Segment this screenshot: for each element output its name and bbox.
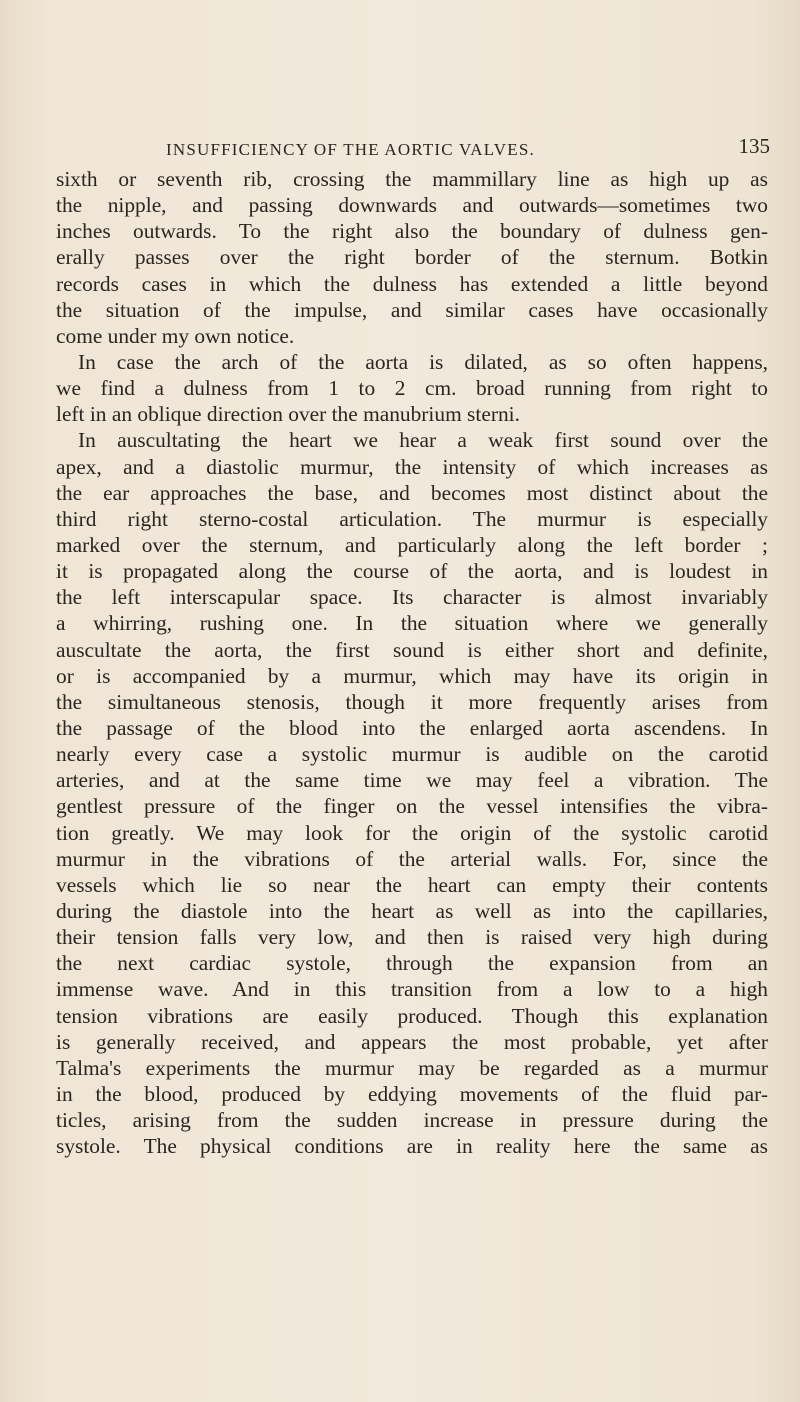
text-line: In auscultating the heart we hear a weak first sound over the: [78, 428, 768, 453]
page-header: [40, 128, 788, 164]
text-line: it is propagated along the course of the aorta, and is loudest in: [56, 559, 768, 584]
page-number: 135: [738, 134, 770, 158]
text-line: the left interscapular space. Its character is almost invariably: [56, 585, 768, 610]
text-line: ticles, arising from the sudden increase in pressure during the: [56, 1108, 768, 1133]
running-head: INSUFFICIENCY OF THE AORTIC VALVES.: [166, 140, 535, 159]
text-line: or is accompanied by a murmur, which may have its origin in: [56, 663, 768, 688]
text-line: arteries, and at the same time we may feel a vibration. The: [56, 768, 768, 793]
text-line: third right sterno-costal articulation. The murmur is especially: [56, 506, 768, 531]
text-line: marked over the sternum, and particularly along the left border ;: [56, 532, 768, 557]
text-line: inches outwards. To the right also the boundary of dulness gen-: [56, 219, 768, 244]
text-line: left in an oblique direction over the manubrium sterni.: [56, 402, 520, 427]
text-line: the ear approaches the base, and becomes most distinct about the: [56, 480, 768, 505]
text-line: the situation of the impulse, and similar cases have occasionally: [56, 297, 768, 322]
text-line: is generally received, and appears the most probable, yet after: [56, 1029, 768, 1054]
text-line: the passage of the blood into the enlarged aorta ascendens. In: [56, 715, 768, 740]
text-line: nearly every case a systolic murmur is audible on the carotid: [56, 742, 768, 767]
text-line: during the diastole into the heart as well as into the capillaries,: [56, 898, 768, 923]
text-line: we find a dulness from 1 to 2 cm. broad running from right to: [56, 376, 768, 401]
text-line: in the blood, produced by eddying movements of the fluid par-: [56, 1081, 768, 1106]
body-text: [56, 166, 768, 1159]
text-line: come under my own notice.: [56, 323, 295, 348]
text-line: the nipple, and passing downwards and outwards—sometimes two: [56, 193, 768, 218]
text-line: immense wave. And in this transition from a low to a high: [56, 977, 768, 1002]
text-line: the next cardiac systole, through the expansion from an: [56, 951, 768, 976]
text-line: auscultate the aorta, the first sound is either short and definite,: [56, 637, 768, 662]
text-line: vessels which lie so near the heart can empty their contents: [56, 872, 768, 897]
text-line: gentlest pressure of the finger on the vessel intensifies the vibra-: [56, 794, 768, 819]
text-line: murmur in the vibrations of the arterial walls. For, since the: [56, 846, 768, 871]
text-line: systole. The physical conditions are in reality here the same as: [56, 1134, 768, 1159]
text-line: Talma's experiments the murmur may be regarded as a murmur: [56, 1055, 768, 1080]
text-line: In case the arch of the aorta is dilated, as so often happens,: [78, 349, 768, 374]
text-line: sixth or seventh rib, crossing the mammillary line as high up as: [56, 167, 768, 191]
text-line: tension vibrations are easily produced. Though this explanation: [56, 1003, 768, 1028]
text-line: a whirring, rushing one. In the situation where we generally: [56, 611, 768, 636]
text-line: erally passes over the right border of the sternum. Botkin: [56, 245, 768, 270]
text-line: apex, and a diastolic murmur, the intensity of which increases as: [56, 454, 768, 479]
text-line: their tension falls very low, and then is raised very high during: [56, 925, 768, 950]
text-line: tion greatly. We may look for the origin of the systolic carotid: [56, 820, 768, 845]
text-line: records cases in which the dulness has extended a little beyond: [56, 271, 768, 296]
text-line: the simultaneous stenosis, though it more frequently arises from: [56, 689, 768, 714]
